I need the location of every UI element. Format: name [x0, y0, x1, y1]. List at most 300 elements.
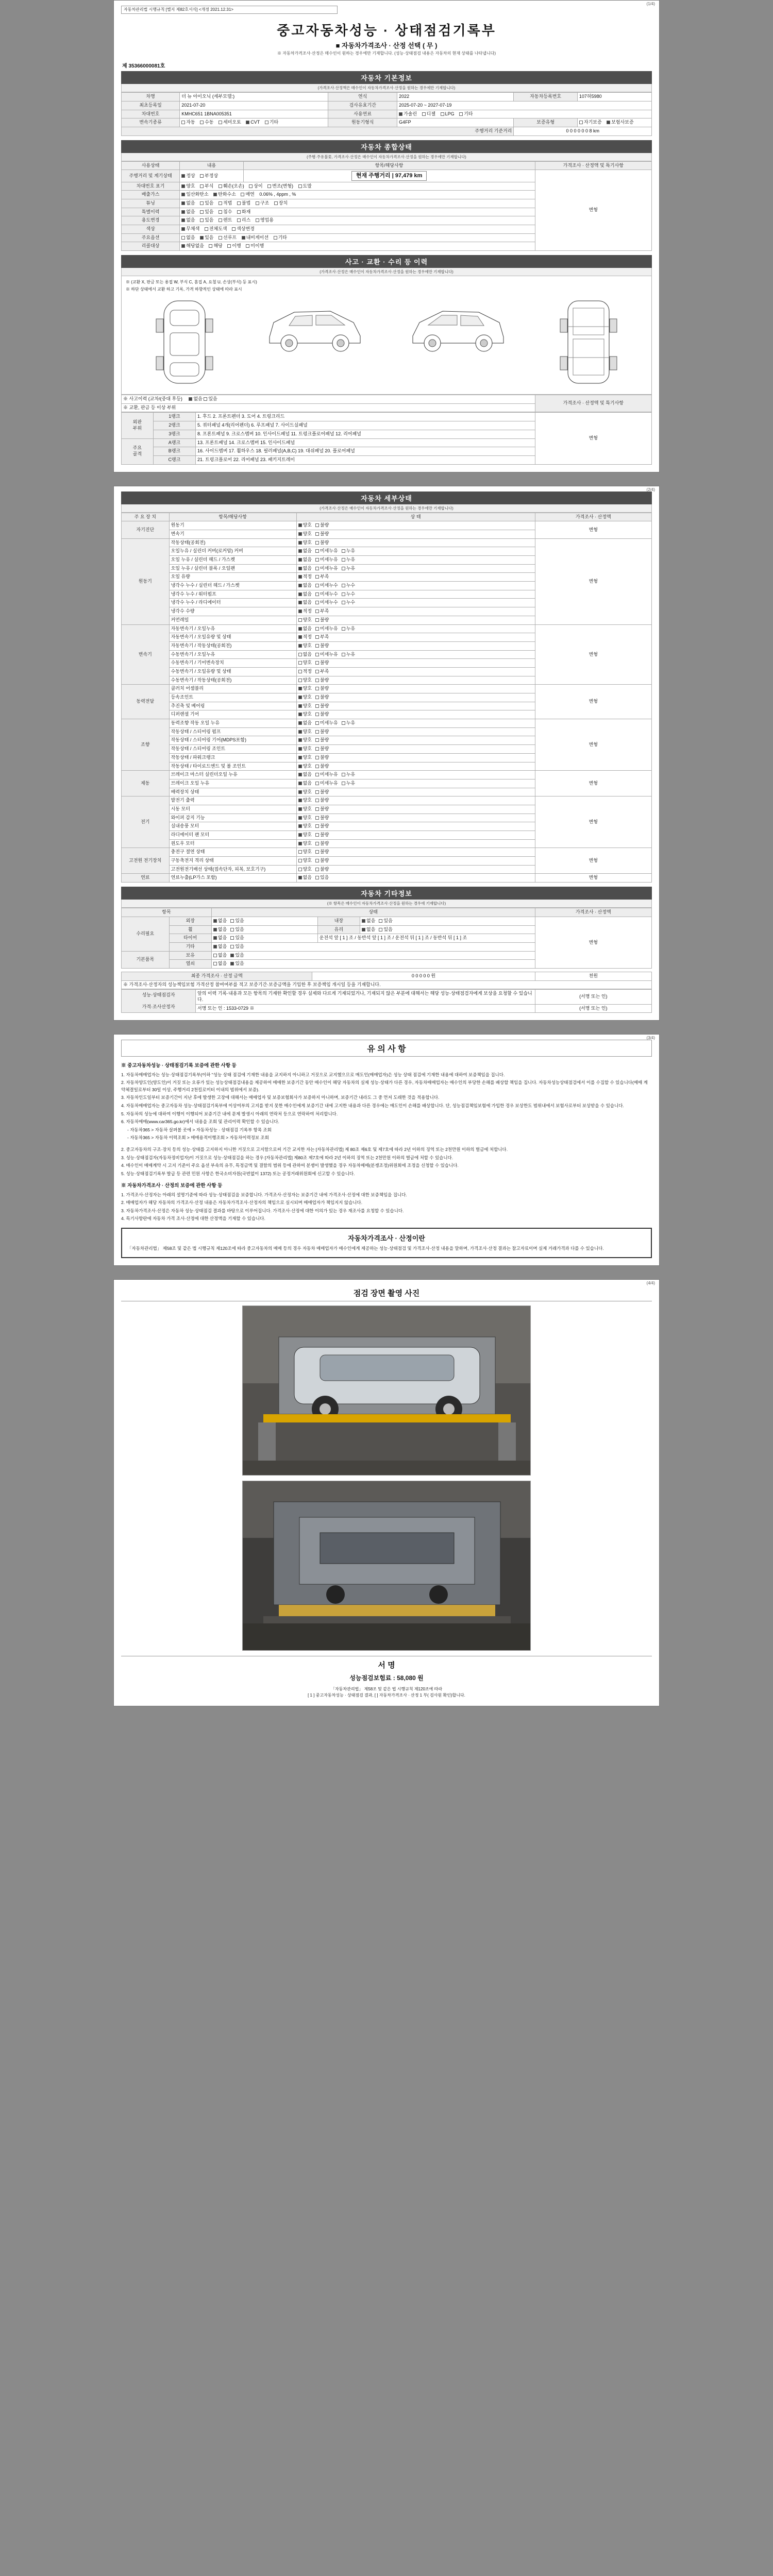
usage-rent[interactable]: 렌트 [219, 217, 232, 224]
notice-item-5: 5. 자동차의 성능에 대하여 이행이 이행되어 보증기간 내에 문제 발생시 아래의 연락처 등으로 연락하여 처리합니다. [121, 1111, 338, 1116]
opt-good[interactable]: 양호 [298, 764, 312, 770]
state-fuel-leak [296, 874, 535, 883]
label-first-reg: 최초등록일 [122, 101, 180, 110]
opt-good[interactable]: 양호 [298, 823, 312, 829]
opt-bad[interactable]: 불량 [315, 823, 329, 829]
accident-summary-table [121, 395, 652, 412]
item-master-cylinder: 브레이크 마스터 실린더오일 누유 [169, 771, 296, 779]
opt-minor-leak[interactable]: 미세누수 [315, 591, 338, 598]
opt-leak[interactable]: 누유 [342, 652, 355, 658]
opt-none[interactable]: 없음 [298, 652, 312, 658]
underbody-photo-illustration [243, 1481, 531, 1651]
notice-item-10: 5. 성능·상태점검기록부 발급 등 관련 민원 사항은 한국소비자원(국번없이 1372) 또는 공정거래위원회에 신고할 수 있습니다. [121, 1171, 355, 1176]
opt-bad[interactable]: 불량 [315, 531, 329, 537]
vin-erased[interactable]: 도말 [298, 183, 312, 190]
accident-memo-label: 가격조사 · 산정액 및 특기사항 [535, 395, 651, 412]
th-major-device: 주 요 장 치 [122, 513, 170, 521]
opt-yes[interactable]: 있음 [230, 953, 244, 959]
page-3 [113, 1034, 660, 1266]
item-mt-gearshift: 수동변속기 / 기어변속장치 [169, 659, 296, 668]
opt-good[interactable]: 양호 [298, 737, 312, 743]
opt-good[interactable]: 양호 [298, 660, 312, 666]
opt-bad[interactable]: 불량 [315, 660, 329, 666]
car-bottom-view-icon [550, 296, 627, 388]
th-other-state: 상태 [211, 908, 535, 917]
mileage-normal[interactable]: 정상 [181, 173, 195, 179]
opt-none[interactable]: 없음 [362, 927, 375, 933]
row-opts-tuning [180, 199, 535, 208]
opt-good[interactable]: 양호 [298, 849, 312, 855]
opt-bad[interactable]: 불량 [315, 789, 329, 795]
opt-bad[interactable]: 불량 [315, 737, 329, 743]
signature-stamp-1[interactable]: (서명 또는 인) [535, 990, 651, 1004]
item-coolant-level: 냉각수 수량 [169, 607, 296, 616]
opt-yes[interactable]: 있음 [230, 961, 244, 967]
recall-done[interactable]: 이행 [227, 243, 241, 249]
tuning-illegal[interactable]: 불법 [237, 200, 250, 207]
rank-3-items: 8. 프론트패널 9. 크로스멤버 10. 인사이드패널 11. 트렁크플로어패널 12. 리어패널 [196, 430, 535, 438]
item-mt-operation: 수동변속기 / 작동상태(공회전) [169, 676, 296, 685]
overall-state-table [121, 161, 652, 251]
document-number: 제 35366000081호 [122, 63, 165, 70]
fuel-option-etc[interactable]: 기타 [459, 111, 473, 117]
row-label-emission: 배출가스 [122, 191, 180, 199]
opt-leak[interactable]: 누유 [342, 772, 355, 778]
usage-yes[interactable]: 있음 [200, 217, 213, 224]
opt-minor-leak[interactable]: 미세누유 [315, 781, 338, 787]
item-at-leak: 자동변속기 / 오일누유 [169, 624, 296, 633]
group-transmission: 변속기 [122, 624, 170, 685]
notice-heading-1: ※ 중고자동차성능 · 상태점검기록 보증에 관한 사항 등 [121, 1063, 237, 1069]
section-detail-title: 자동차 세부상태 [121, 492, 652, 504]
vin-altered[interactable]: 변조(변형) [267, 183, 293, 190]
row-opts-special-history [180, 208, 535, 216]
opt-adequate[interactable]: 적정 [298, 669, 312, 675]
accident-none[interactable]: 없음 [189, 396, 202, 401]
accident-yes[interactable]: 있음 [204, 396, 217, 401]
opt-bad[interactable]: 불량 [315, 806, 329, 812]
recall-yes[interactable]: 해당 [209, 243, 222, 249]
opt-minor-leak[interactable]: 미세누유 [315, 566, 338, 572]
opt-good[interactable]: 양호 [298, 806, 312, 812]
opt-bad[interactable]: 불량 [315, 841, 329, 847]
page-4 [113, 1279, 660, 1706]
usage-commercial[interactable]: 영업용 [256, 217, 274, 224]
opt-yes[interactable]: 있음 [230, 927, 244, 933]
diagram-legend-1: ※ (교환 X, 판금 또는 용접 W, 부식 C, 흠집 A, 요철 U, 손상(부식) 등 표시) [126, 280, 257, 285]
table-row [122, 796, 652, 805]
vin-different[interactable]: 상이 [249, 183, 262, 190]
state-master-cylinder [296, 771, 535, 779]
state-clutch [296, 685, 535, 693]
state-steering-joint [296, 745, 535, 754]
opt-yes[interactable]: 있음 [379, 927, 392, 933]
opt-minor-leak[interactable]: 미세누유 [315, 720, 338, 726]
opt-bad[interactable]: 불량 [315, 617, 329, 623]
opt-yes[interactable]: 있음 [315, 875, 329, 881]
state-steering-gear [296, 736, 535, 745]
opt-bad[interactable]: 불량 [315, 540, 329, 546]
opt-minor-leak[interactable]: 미세누수 [315, 600, 338, 606]
sub-key: 열쇠 [169, 960, 211, 969]
emission-values: 0.06% , 4ppm , % [259, 192, 296, 197]
rank-b-label: B랭크 [153, 447, 195, 456]
opt-minor-leak[interactable]: 미세누유 [315, 626, 338, 632]
opt-good[interactable]: 양호 [298, 686, 312, 692]
opt-good[interactable]: 양호 [298, 711, 312, 718]
opt-bad[interactable]: 불량 [315, 677, 329, 684]
emission-hc[interactable]: 탄화수소 [213, 192, 236, 198]
trans-option-cvt[interactable]: CVT [246, 120, 260, 126]
opt-none[interactable]: 없음 [298, 772, 312, 778]
group-basic-items: 기본품목 [122, 951, 170, 968]
row-opts-color [180, 225, 535, 234]
table-header-row [122, 513, 652, 521]
opt-good[interactable]: 양호 [298, 789, 312, 795]
value-mileage-standard: 0 0 0 0 0 0 8 km [514, 127, 652, 135]
notice-item-3: 3. 자동차인도일부터 보증기간이 지난 후에 발생한 고장에 대해서는 매매업자 및 보증보험회사가 보증하지 아니하며, 보증기간 내라도 그 중 먼저 도래한 것을 적용합니다. [121, 1095, 440, 1100]
opt-low[interactable]: 부족 [315, 574, 329, 580]
opt-none[interactable]: 없음 [298, 720, 312, 726]
accident-history-label: ※ 사고이력 (교차/(중대 후등) [123, 396, 182, 402]
opt-leak[interactable]: 누유 [342, 720, 355, 726]
opt-yes[interactable]: 있음 [379, 918, 392, 924]
fee-label: 성능점검보험료 : [349, 1674, 395, 1682]
signature-table [121, 989, 652, 1013]
opt-good[interactable]: 양호 [298, 703, 312, 709]
notice-item-1: 1. 자동차매매업자는 성능·상태점검기록부(이하 "성능 상태 점검에 기재한 내용을 교지하지 아니하고 거짓으로 교지했으므로 매도인(매매업자)은 성능 상태 점검에 기재한 내용에 대하여 보증책임을 집니다. [121, 1072, 505, 1077]
special-none[interactable]: 없음 [181, 209, 195, 215]
opt-bad[interactable]: 불량 [315, 703, 329, 709]
opt-yes[interactable]: 있음 [230, 935, 244, 941]
item-block-oilpan: 오일 누유 / 실린더 블록 / 오일팬 [169, 564, 296, 573]
rank-a-label: A랭크 [153, 438, 195, 447]
label-inspection-period: 검사유효기간 [328, 101, 397, 110]
special-yes[interactable]: 있음 [200, 209, 213, 215]
opt-leak[interactable]: 누수 [342, 591, 355, 598]
row-label-mileage: 주행거리 및 계기상태 [122, 170, 180, 182]
opt-good[interactable]: 양호 [298, 729, 312, 735]
opt-bad[interactable]: 불량 [315, 849, 329, 855]
item-common-rail: 커먼레일 [169, 616, 296, 624]
page-label: (1/4) [646, 2, 655, 6]
opt-none[interactable]: 없음 [298, 583, 312, 589]
notice-item-6b: - 자동차365 > 자동차 이력조회 > 매매용적이행조회 > 자동차이력정보 조회 [127, 1135, 269, 1141]
opt-leak[interactable]: 누유 [342, 548, 355, 554]
opt-good[interactable]: 양호 [298, 755, 312, 761]
fuel-option-lpg[interactable]: LPG [441, 111, 455, 117]
opt-bad[interactable]: 불량 [315, 815, 329, 821]
value-inspection-period: 2025-07-20 ~ 2027-07-19 [397, 101, 652, 110]
th-items: 항목/해당사항 [243, 161, 535, 170]
rank-2-label: 2랭크 [153, 421, 195, 430]
state-common-rail [296, 616, 535, 624]
label-vin: 차대번호 [122, 110, 180, 118]
opt-good[interactable]: 양호 [298, 522, 312, 529]
item-mt-leak: 수동변속기 / 오일누유 [169, 650, 296, 659]
state-steering-pump [296, 727, 535, 736]
opt-leak[interactable]: 누유 [342, 781, 355, 787]
opt-good[interactable]: 양호 [298, 858, 312, 864]
inspection-fee-line [121, 1673, 652, 1682]
emission-smoke[interactable]: 매연 [241, 192, 254, 198]
trans-option-etc[interactable]: 기타 [265, 120, 278, 126]
state-cv-joint [296, 693, 535, 702]
guarantee-definition-box [121, 1228, 652, 1259]
opt-good[interactable]: 양호 [298, 617, 312, 623]
state-blower-motor [296, 822, 535, 831]
opt-good[interactable]: 양호 [298, 841, 312, 847]
opt-none[interactable]: 없음 [213, 935, 227, 941]
tuning-yes[interactable]: 있음 [200, 200, 213, 207]
opt-minor-leak[interactable]: 미세누유 [315, 548, 338, 554]
vin-corrosion[interactable]: 부식 [200, 183, 213, 190]
opt-leak[interactable]: 누수 [342, 600, 355, 606]
notice-section-2 [121, 1146, 652, 1177]
opt-bad[interactable]: 불량 [315, 522, 329, 529]
state-at-leak [296, 624, 535, 633]
opt-low[interactable]: 부족 [315, 634, 329, 640]
opt-none[interactable]: 없음 [298, 557, 312, 563]
item-mt-oil-level: 수동변속기 / 오일유량 및 상태 [169, 667, 296, 676]
row-label-tuning: 튜닝 [122, 199, 180, 208]
accident-diagram [121, 276, 652, 395]
opt-bad[interactable]: 불량 [315, 832, 329, 838]
warranty-insurer[interactable]: 보험사보증 [607, 120, 633, 126]
opt-good[interactable]: 양호 [298, 798, 312, 804]
opt-low[interactable]: 부족 [315, 669, 329, 675]
parts-frame-label: 주요 골격 [122, 438, 154, 464]
opt-minor-leak[interactable]: 미세누수 [315, 583, 338, 589]
mileage-abnormal[interactable]: 부정상 [200, 173, 218, 179]
opt-none[interactable]: 없음 [213, 961, 227, 967]
label-warranty-type: 보증유형 [514, 118, 577, 127]
option-yes[interactable]: 있음 [200, 235, 213, 241]
item-booster: 배력장치 상태 [169, 788, 296, 796]
opt-low[interactable]: 부족 [315, 608, 329, 615]
opt-bad[interactable]: 불량 [315, 798, 329, 804]
emission-co[interactable]: 일산화탄소 [181, 192, 208, 198]
table-row [122, 685, 652, 693]
section-detail-sub: (가격조사·산정은 매수인이 자동차가격조사·산정을 원하는 경우에만 기재합니다) [121, 504, 652, 513]
opt-leak[interactable]: 누유 [342, 557, 355, 563]
opt-yes[interactable]: 있음 [230, 918, 244, 924]
signature-section-title: 서 명 [121, 1656, 652, 1671]
opt-leak[interactable]: 누유 [342, 626, 355, 632]
opt-bad[interactable]: 불량 [315, 686, 329, 692]
signature-contact: 서명 또는 인 : 1533-0729 ※ [196, 1004, 535, 1013]
opt-good[interactable]: 양호 [298, 531, 312, 537]
item-fuel-leak: 연료누출(LP가스 포함) [169, 874, 296, 883]
accident-memo-value: 변형 [535, 413, 651, 464]
rank-1-items: 1. 후드 2. 프론트펜더 3. 도어 4. 트렁크리드 [196, 413, 535, 421]
state-oil-level [296, 573, 535, 582]
page-subtitle-note: ※ 자동차가격조사·산정은 매수인이 원하는 경우에만 기재합니다. (성능·상태점검 내용은 자동차의 현재 상태를 나타냅니다) [277, 51, 496, 56]
option-navigation[interactable]: 내비게이션 [242, 235, 268, 241]
opt-bad[interactable]: 불량 [315, 764, 329, 770]
tuning-none[interactable]: 없음 [181, 200, 195, 207]
opt-bad[interactable]: 불량 [315, 643, 329, 649]
opt-none[interactable]: 없음 [213, 944, 227, 950]
item-differential: 디퍼렌셜 기어 [169, 710, 296, 719]
state-radiator-fan [296, 831, 535, 840]
usage-none[interactable]: 없음 [181, 217, 195, 224]
item-power-crank: 작동상태 / 파워크랭크 [169, 753, 296, 762]
th-other-item: 항목 [122, 908, 212, 917]
state-starter [296, 805, 535, 814]
state-tie-rod [296, 762, 535, 771]
opt-minor-leak[interactable]: 미세누유 [315, 652, 338, 658]
basic-info-table [121, 92, 652, 135]
sub-wheel: 휠 [169, 925, 211, 934]
sub-etc: 기타 [169, 942, 211, 951]
diagram-legend-2: ※ 하단 상태에서 교환 하고 기록, 가격 하향적인 상태에 따라 표시 [126, 287, 242, 292]
state-block-oilpan [296, 564, 535, 573]
opt-adequate[interactable]: 적정 [298, 574, 312, 580]
opt-minor-leak[interactable]: 미세누유 [315, 557, 338, 563]
opt-minor-leak[interactable]: 미세누유 [315, 772, 338, 778]
opt-leak[interactable]: 누수 [342, 583, 355, 589]
page-label-3: (3/4) [646, 1036, 655, 1041]
notice-section-3 [121, 1182, 652, 1223]
group-repair-needed: 수리필요 [122, 917, 170, 951]
opt-leak[interactable]: 누유 [342, 566, 355, 572]
table-row [122, 624, 652, 633]
opt-good[interactable]: 양호 [298, 832, 312, 838]
opt-bad[interactable]: 불량 [315, 858, 329, 864]
recall-not-done[interactable]: 미이행 [246, 243, 264, 249]
opt-good[interactable]: 양호 [298, 815, 312, 821]
table-row [122, 771, 652, 779]
group-fuel: 연료 [122, 874, 170, 883]
memo-brake: 변형 [535, 771, 651, 796]
rank-a-items: 13. 프론트패널 14. 크로스멤버 15. 인사이드패널 [196, 438, 535, 447]
opt-none[interactable]: 없음 [298, 566, 312, 572]
opt-none[interactable]: 없음 [213, 918, 227, 924]
state-mt-leak [296, 650, 535, 659]
value-year: 2022 [397, 93, 514, 101]
opt-bad[interactable]: 불량 [315, 867, 329, 873]
recall-na[interactable]: 해당없음 [181, 243, 204, 249]
memo-other: 변형 [535, 917, 651, 968]
notice-heading-2: ※ 자동차가격조사 · 산정의 보증에 관한 사항 등 [121, 1183, 223, 1189]
item-radiator-fan: 라디에이터 팬 모터 [169, 831, 296, 840]
notice-title: 유 의 사 항 [121, 1040, 652, 1057]
row-opts-emission [180, 191, 535, 199]
state-water-pump [296, 590, 535, 599]
opt-none[interactable]: 없음 [298, 781, 312, 787]
trans-option-auto[interactable]: 자동 [181, 120, 195, 126]
opt-none[interactable]: 없음 [213, 927, 227, 933]
color-changed[interactable]: 색상변경 [232, 226, 255, 232]
usage-lease[interactable]: 리스 [237, 217, 250, 224]
item-starter: 시동 모터 [169, 805, 296, 814]
signature-stamp-2[interactable]: (서명 또는 인) [535, 1004, 651, 1013]
vin-damaged[interactable]: 훼손(오손) [219, 183, 244, 190]
item-alternator: 발전기 출력 [169, 796, 296, 805]
opt-good[interactable]: 양호 [298, 643, 312, 649]
memo-self-diagnosis: 변형 [535, 521, 651, 538]
opt-good[interactable]: 양호 [298, 540, 312, 546]
opt-none[interactable]: 없음 [298, 548, 312, 554]
item-steering-pump: 작동상태 / 스티어링 펌프 [169, 727, 296, 736]
opt-bad[interactable]: 불량 [315, 711, 329, 718]
guarantee-title: 자동차가격조사 · 산정이란 [348, 1234, 425, 1242]
tuning-structure[interactable]: 구조 [256, 200, 269, 207]
label-transmission: 변속기종류 [122, 118, 180, 127]
trans-option-manual[interactable]: 수동 [200, 120, 213, 126]
opt-none[interactable]: 없음 [298, 626, 312, 632]
state-hv-wiring [296, 865, 535, 874]
value-plate: 107허5980 [577, 93, 651, 101]
opt-bad[interactable]: 불량 [315, 729, 329, 735]
section-accident-sub: (가격조사·산정은 매수인이 자동차가격조사·산정을 원하는 경우에만 기재합니다) [121, 268, 652, 276]
table-header-row [122, 908, 652, 917]
table-row [122, 874, 652, 883]
option-etc[interactable]: 기타 [274, 235, 287, 241]
opt-adequate[interactable]: 적정 [298, 608, 312, 615]
item-at-oil-level: 자동변속기 / 오일유량 및 상태 [169, 633, 296, 642]
opt-bad[interactable]: 불량 [315, 746, 329, 752]
state-alternator [296, 796, 535, 805]
tuning-legal[interactable]: 적법 [219, 200, 232, 207]
opt-good[interactable]: 양호 [298, 746, 312, 752]
opt-yes[interactable]: 있음 [230, 944, 244, 950]
fuel-option-diesel[interactable]: 디젤 [422, 111, 435, 117]
opt-adequate[interactable]: 적정 [298, 634, 312, 640]
opt-none[interactable]: 없음 [362, 918, 375, 924]
special-fire[interactable]: 화재 [237, 209, 250, 215]
state-engine-idle [296, 538, 535, 547]
opt-none[interactable]: 없음 [298, 600, 312, 606]
state-at-oil-level [296, 633, 535, 642]
warranty-self[interactable]: 자기보증 [579, 120, 602, 126]
opt-none[interactable]: 없음 [213, 953, 227, 959]
item-rocker-cover: 오일누유 / 실린더 커버(로커암) 커버 [169, 547, 296, 556]
row-label-usage-change: 용도변경 [122, 216, 180, 225]
tuning-device[interactable]: 장치 [274, 200, 288, 207]
trans-option-semi[interactable]: 세미오토 [219, 120, 241, 126]
th-other-price: 가격조사 · 산정액 [535, 908, 651, 917]
item-trans-diag: 변속기 [169, 530, 296, 538]
vin-ok[interactable]: 양호 [181, 183, 195, 190]
opt-none[interactable]: 없음 [298, 875, 312, 881]
opt-bad[interactable]: 불량 [315, 694, 329, 701]
opt-good[interactable]: 양호 [298, 677, 312, 684]
group-steering: 조향 [122, 719, 170, 771]
item-water-pump: 냉각수 누수 / 워터펌프 [169, 590, 296, 599]
state-power-crank [296, 753, 535, 762]
exchange-parts-row: ※ 교환, 판금 등 이상 부위 [122, 403, 535, 412]
state-head-gasket [296, 556, 535, 565]
page-label-4: (4/4) [646, 1281, 655, 1286]
fuel-option-gasoline[interactable]: 가솔린 [399, 111, 417, 117]
opt-none[interactable]: 없음 [298, 591, 312, 598]
item-clutch: 클러치 어셈블리 [169, 685, 296, 693]
state-key [211, 960, 535, 969]
opt-good[interactable]: 양호 [298, 694, 312, 701]
state-differential [296, 710, 535, 719]
color-repaint[interactable]: 전체도색 [205, 226, 227, 232]
color-mono[interactable]: 무채색 [181, 226, 199, 232]
option-sunroof[interactable]: 선루프 [219, 235, 237, 241]
opt-good[interactable]: 양호 [298, 867, 312, 873]
option-none[interactable]: 없음 [181, 235, 195, 241]
rank-1-label: 1랭크 [153, 413, 195, 421]
page-2 [113, 486, 660, 1021]
special-flood[interactable]: 침수 [219, 209, 232, 215]
opt-bad[interactable]: 불량 [315, 755, 329, 761]
